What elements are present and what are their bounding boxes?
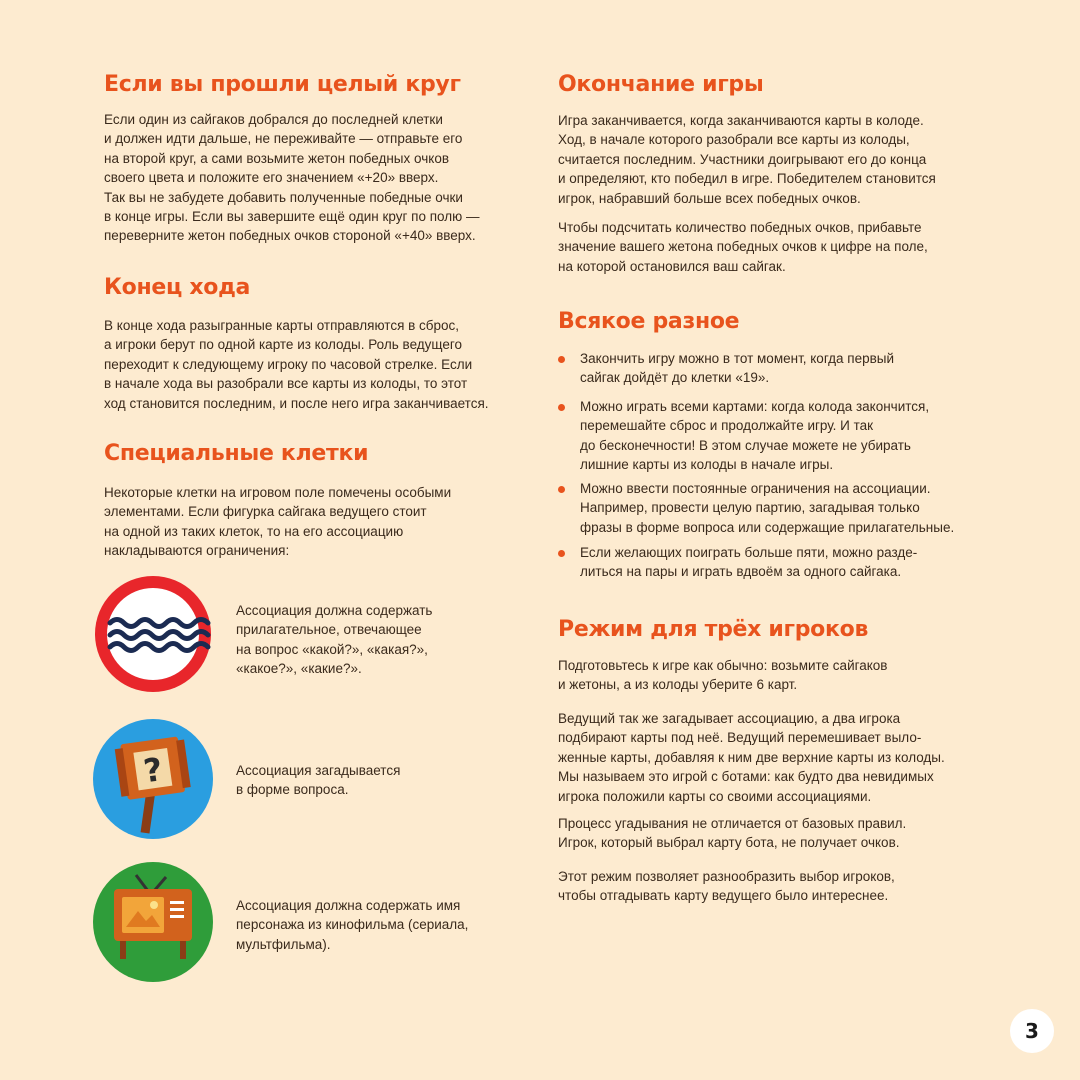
question-sign-icon bbox=[92, 718, 214, 840]
bullet-text: Можно ввести постоянные ограничения на ассоциации. Например, провести целую партию, загадывая только фразы в форме вопроса или содержащие прилагательные. bbox=[580, 481, 955, 535]
section-text-circle: Если один из сайгаков добрался до последней клетки и должен идти дальше, не переживайте — отправьте его на второй круг, а сами возьмите жетон победных очков своего цвета и положите его значением «+20» вверх. Так вы не забудете добавить полученные победные очки в конце игры. Если вы завершите ещё один круг по полю — переверните жетон победных очков стороной «+40» вверх. bbox=[104, 112, 480, 244]
section-title-misc: Всякое разное bbox=[558, 309, 740, 334]
section-text-three-3: Процесс угадывания не отличается от базовых правил. Игрок, который выбрал карту бота, не получает очков. bbox=[558, 816, 907, 851]
special-item-text-3: Ассоциация должна содержать имя персонажа из кинофильма (сериала, мультфильма). bbox=[236, 898, 469, 952]
bullet-text: Закончить игру можно в тот момент, когда первый сайгак дойдёт до клетки «19». bbox=[580, 351, 895, 386]
section-text-three-1: Подготовьтесь к игре как обычно: возьмите сайгаков и жетоны, а из колоды уберите 6 карт. bbox=[558, 658, 888, 693]
section-text-turn-end: В конце хода разыгранные карты отправляются в сброс, а игроки берут по одной карте из колоды. Роль ведущего переходит к следующему игроку по часовой стрелке. Если в начале хода вы разобрали все карты из колоды, то этот ход становится последним, и после него игра заканчивается. bbox=[104, 318, 489, 411]
section-title-circle: Если вы прошли целый круг bbox=[104, 72, 461, 97]
section-title-special: Специальные клетки bbox=[104, 441, 369, 466]
bullet-dot bbox=[558, 550, 565, 557]
special-item-text-2: Ассоциация загадывается в форме вопроса. bbox=[236, 763, 401, 798]
section-text-game-end-1: Игра заканчивается, когда заканчиваются карты в колоде. Ход, в начале которого разобрали все карты из колоды, считается последним. Участники доигрывают его до конца и определяют, кто победил в игре. Победителем становится игрок, набравший больше всех победных очков. bbox=[558, 113, 936, 206]
section-title-three-players: Режим для трёх игроков bbox=[558, 617, 869, 642]
section-text-special: Некоторые клетки на игровом поле помечены особыми элементами. Если фигурка сайгака ведущего стоит на одной из таких клеток, то на его ассоциацию накладываются ограничения: bbox=[104, 485, 452, 559]
section-title-game-end: Окончание игры bbox=[558, 72, 764, 97]
section-title-turn-end: Конец хода bbox=[104, 275, 251, 300]
bullet-dot bbox=[558, 356, 565, 363]
page-number: 3 bbox=[1010, 1009, 1054, 1053]
bullet-dot bbox=[558, 486, 565, 493]
special-item-text-1: Ассоциация должна содержать прилагательное, отвечающее на вопрос «какой?», «какая?», «какое?», «какие?». bbox=[236, 603, 433, 677]
bullet-text: Если желающих поиграть больше пяти, можно разде- литься на пары и играть вдвоём за одного сайгака. bbox=[580, 545, 918, 580]
section-text-game-end-2: Чтобы подсчитать количество победных очков, прибавьте значение вашего жетона победных очков к цифре на поле, на которой остановился ваш сайгак. bbox=[558, 220, 928, 274]
bullet-text: Можно играть всеми картами: когда колода закончится, перемешайте сброс и продолжайте игру. И так до бесконечности! В этом случае можете не убирать лишние карты из колоды в начале игры. bbox=[580, 399, 930, 473]
section-text-three-4: Этот режим позволяет разнообразить выбор игроков, чтобы отгадывать карту ведущего было интереснее. bbox=[558, 869, 895, 904]
section-text-three-2: Ведущий так же загадывает ассоциацию, а два игрока подбирают карты под неё. Ведущий перемешивает выло- женные карты, добавляя к ним две верхние карты из колоды. Мы называем это игрой с ботами: как будто два невидимых игрока положили карты со своими ассоциациями. bbox=[558, 711, 945, 804]
waves-sign-icon bbox=[92, 573, 214, 695]
tv-icon bbox=[92, 861, 214, 983]
bullet-dot bbox=[558, 404, 565, 411]
svg-text:?: ? bbox=[141, 750, 165, 791]
